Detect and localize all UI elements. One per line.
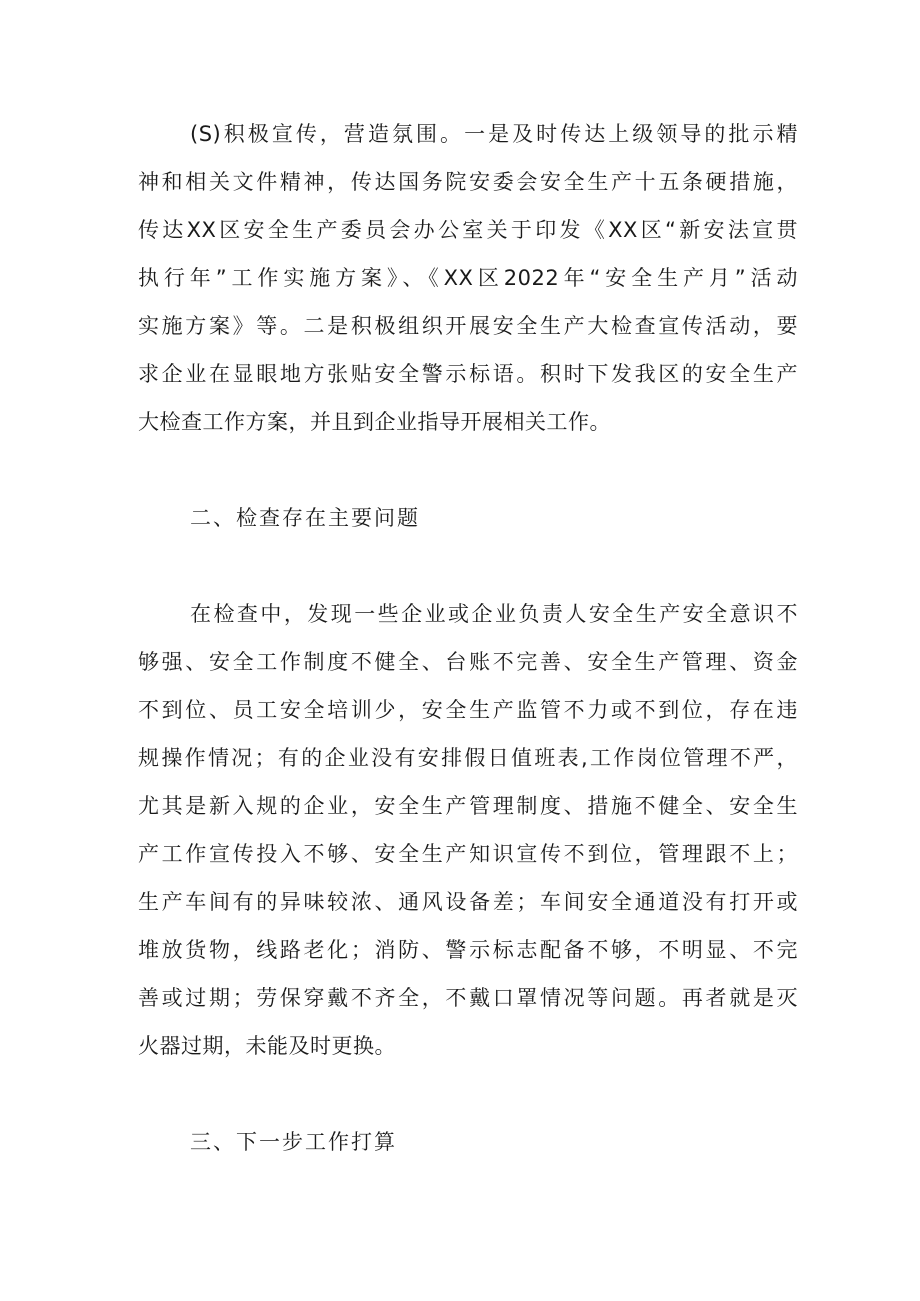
paragraph-line: 不到位、员工安全培训少，安全生产监管不力或不到位，存在违 [138, 698, 798, 722]
paragraph-line: 善或过期；劳保穿戴不齐全，不戴口罩情况等问题。再者就是灭 [138, 986, 798, 1010]
paragraph-line: 执行年”工作实施方案》、《XX区2022年“安全生产月”活动 [138, 266, 798, 290]
paragraph-line: 生产车间有的异味较浓、通风设备差；车间安全通道没有打开或 [138, 890, 798, 914]
section-heading: 二、检查存在主要问题 [190, 506, 420, 530]
paragraph-line: 求企业在显眼地方张贴安全警示标语。积时下发我区的安全生产 [138, 362, 798, 386]
paragraph-line: 规操作情况；有的企业没有安排假日值班表,工作岗位管理不严， [138, 746, 798, 770]
section-heading: 三、下一步工作打算 [190, 1130, 397, 1154]
paragraph-line: 在检查中，发现一些企业或企业负责人安全生产安全意识不 [190, 602, 798, 626]
paragraph-line: 大检查工作方案，并且到企业指导开展相关工作。 [138, 410, 611, 434]
paragraph-line: 神和相关文件精神，传达国务院安委会安全生产十五条硬措施， [138, 170, 798, 194]
paragraph-line: 产工作宣传投入不够、安全生产知识宣传不到位，管理跟不上； [138, 842, 798, 866]
paragraph-line: 尤其是新入规的企业，安全生产管理制度、措施不健全、安全生 [138, 794, 798, 818]
paragraph-line: 实施方案》等。二是积极组织开展安全生产大检查宣传活动，要 [138, 314, 798, 338]
paragraph-line: 传达XX区安全生产委员会办公室关于印发《XX区“新安法宣贯 [138, 218, 798, 242]
paragraph-line: 火器过期，未能及时更换。 [138, 1034, 396, 1058]
paragraph-line: 够强、安全工作制度不健全、台账不完善、安全生产管理、资金 [138, 650, 798, 674]
paragraph-line: (S)积极宣传，营造氛围。一是及时传达上级领导的批示精 [190, 122, 798, 146]
paragraph-line: 堆放货物，线路老化；消防、警示标志配备不够，不明显、不完 [138, 938, 798, 962]
